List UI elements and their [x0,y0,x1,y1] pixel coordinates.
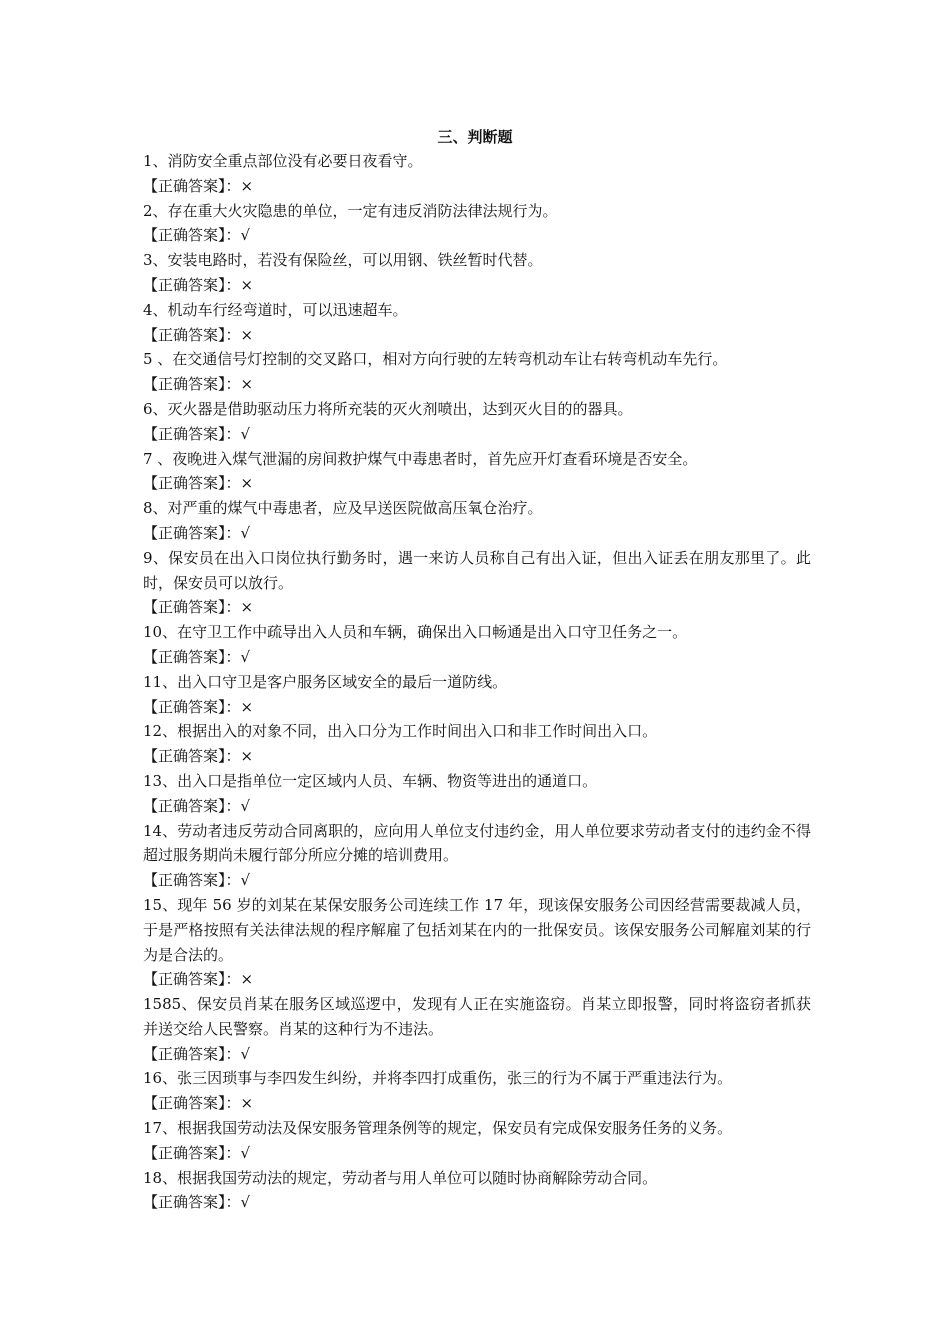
answer-label: 【正确答案】： [143,474,241,493]
answer-label: 【正确答案】： [143,226,241,245]
question-item [143,1166,811,1216]
question-text: 10、在守卫工作中疏导出入人员和车辆，确保出入口畅通是出入口守卫任务之一。 [143,623,688,642]
answer-label: 【正确答案】： [143,1044,241,1063]
answer-line [143,794,811,819]
answer-mark: √ [240,1143,251,1162]
answer-line [143,372,811,397]
question-text: 1、消防安全重点部位没有必要日夜看守。 [143,152,423,170]
answer-line [143,1091,811,1116]
answer-label: 【正确答案】： [143,375,241,394]
question-item [143,248,811,298]
answer-mark: × [240,598,254,617]
answer-label: 【正确答案】： [143,697,241,716]
answer-label: 【正确答案】： [143,1143,241,1162]
answer-mark: √ [240,1193,251,1212]
answer-line [143,645,811,670]
answer-line [143,695,811,720]
question-item [143,199,811,249]
answer-label: 【正确答案】： [143,1193,241,1212]
question-text: 4、机动车行经弯道时，可以迅速超车。 [143,300,408,319]
question-item [143,719,811,769]
question-text: 2、存在重大火灾隐患的单位，一定有违反消防法律法规行为。 [143,201,558,220]
answer-line [143,174,811,199]
answer-line [143,471,811,496]
question-item [143,447,811,497]
question-item [143,992,811,1066]
answer-line [143,1190,811,1215]
answer-label: 【正确答案】： [143,871,241,890]
answer-line [143,1042,811,1067]
answer-line [143,273,811,298]
answer-label: 【正确答案】： [143,970,241,989]
answer-line [143,521,811,546]
answer-label: 【正确答案】： [143,275,241,294]
answer-mark: √ [240,424,251,443]
question-text: 11、出入口守卫是客户服务区域安全的最后一道防线。 [143,672,508,691]
question-text: 9、保安员在出入口岗位执行勤务时，遇一来访人员称自己有出入证，但出入证丢在朋友那里了。此时，保安员可以放行。 [143,548,811,592]
question-item [143,149,811,199]
answer-line [143,967,811,992]
answer-mark: √ [240,1044,251,1063]
question-text: 16、张三因琐事与李四发生纠纷，并将李四打成重伤，张三的行为不属于严重违法行为。 [143,1069,733,1088]
answer-label: 【正确答案】： [143,796,241,815]
question-item [143,819,811,893]
answer-line [143,223,811,248]
question-text: 14、劳动者违反劳动合同离职的，应向用人单位支付违约金，用人单位要求劳动者支付的违约金不得超过服务期尚未履行部分所应分摊的培训费用。 [143,821,811,865]
answer-label: 【正确答案】： [143,598,241,617]
question-text: 5 、在交通信号灯控制的交叉路口，相对方向行驶的左转弯机动车让右转弯机动车先行。 [143,350,728,369]
answer-mark: × [240,1094,254,1113]
question-text: 17、根据我国劳动法及保安服务管理条例等的规定，保安员有完成保安服务任务的义务。 [143,1119,733,1138]
question-list [143,149,811,1215]
answer-label: 【正确答案】： [143,424,241,443]
question-item [143,1066,811,1116]
answer-mark: × [240,474,254,493]
answer-mark: × [240,176,254,195]
question-item [143,893,811,992]
question-item [143,496,811,546]
answer-mark: × [240,970,254,989]
question-text: 1585、保安员肖某在服务区域巡逻中，发现有人正在实施盗窃。肖某立即报警，同时将盗窃者抓获并送交给人民警察。肖某的这种行为不违法。 [143,995,811,1038]
answer-mark: √ [240,523,251,542]
question-text: 15、现年 56 岁的刘某在某保安服务公司连续工作 17 年，现该保安服务公司因经营需要裁减人员，于是严格按照有关法律法规的程序解雇了包括刘某在内的一批保安员。该保安服务公司解雇刘某的行为是合法的。 [143,895,811,964]
answer-label: 【正确答案】： [143,523,241,542]
answer-label: 【正确答案】： [143,1094,241,1113]
answer-line [143,1141,811,1166]
answer-mark: √ [240,647,251,666]
question-item [143,347,811,397]
question-text: 13、出入口是指单位一定区域内人员、车辆、物资等进出的通道口。 [143,771,598,790]
question-item [143,670,811,720]
answer-mark: × [240,747,254,766]
question-item [143,546,811,620]
question-text: 12、根据出入的对象不同，出入口分为工作时间出入口和非工作时间出入口。 [143,722,658,741]
answer-mark: × [240,275,254,294]
answer-mark: × [240,375,254,394]
question-text: 8、对严重的煤气中毒患者，应及早送医院做高压氧仓治疗。 [143,499,543,518]
answer-mark: √ [240,871,251,890]
answer-mark: × [240,697,254,716]
answer-line [143,323,811,348]
answer-line [143,422,811,447]
answer-line [143,744,811,769]
question-item [143,620,811,670]
answer-label: 【正确答案】： [143,747,241,766]
answer-line [143,868,811,893]
section-title: 三、判断题 [437,128,513,146]
question-text: 18、根据我国劳动法的规定，劳动者与用人单位可以随时协商解除劳动合同。 [143,1168,658,1187]
question-text: 3、安装电路时，若没有保险丝，可以用钢、铁丝暂时代替。 [143,251,543,270]
question-item [143,397,811,447]
answer-mark: √ [240,796,251,815]
question-item [143,1116,811,1166]
answer-label: 【正确答案】： [143,647,241,666]
answer-mark: × [240,325,254,344]
answer-mark: √ [240,226,251,245]
question-text: 7 、夜晚进入煤气泄漏的房间救护煤气中毒患者时，首先应开灯查看环境是否安全。 [143,449,698,468]
question-item [143,769,811,819]
answer-label: 【正确答案】： [143,325,241,344]
answer-label: 【正确答案】： [143,176,241,195]
answer-line [143,595,811,620]
question-text: 6、灭火器是借助驱动压力将所充装的灭火剂喷出，达到灭火目的的器具。 [143,399,633,418]
question-item [143,298,811,348]
